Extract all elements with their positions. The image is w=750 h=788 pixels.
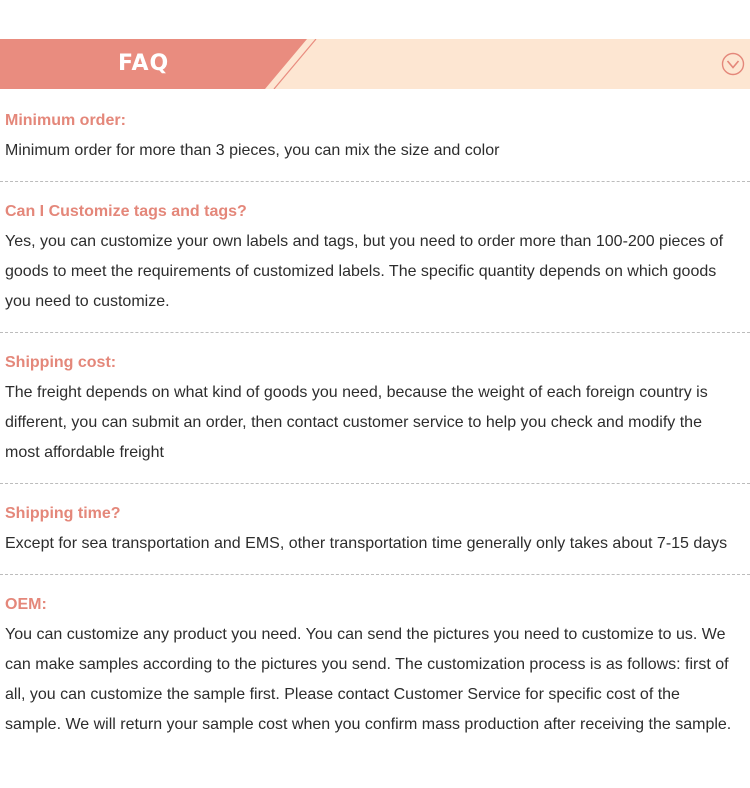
banner-background [0, 39, 750, 89]
faq-item-oem [0, 590, 750, 740]
faq-answer: Yes, you can customize your own labels and tags, but you need to order more than 100-200 pieces of goods to meet the requirements of customized labels. The specific quantity depends on which goods you need to customize. [5, 233, 724, 310]
faq-question: Minimum order: [5, 112, 126, 129]
faq-question: Shipping time? [5, 505, 121, 522]
faq-list [0, 106, 750, 740]
faq-question: Shipping cost: [5, 354, 117, 371]
faq-item-shipping-time [0, 499, 750, 559]
faq-banner [0, 39, 750, 89]
faq-question: Can I Customize tags and tags? [5, 203, 247, 220]
faq-question: OEM: [5, 596, 47, 613]
faq-answer: You can customize any product you need. You can send the pictures you need to customize to us. We can make samples according to the pictures you send. The customization process is as follows: first of all, you can customize the sample first. Please contact Customer Service for specific cost of the sample. We will return your sample cost when you confirm mass production after receiving the sample. [5, 626, 732, 733]
banner-title: FAQ [118, 51, 170, 76]
faq-item-shipping-cost [0, 348, 750, 468]
faq-divider [0, 332, 750, 333]
chevron-down-circle-icon[interactable] [721, 52, 745, 76]
faq-answer: Minimum order for more than 3 pieces, you can mix the size and color [5, 142, 500, 159]
faq-item-minimum-order [0, 106, 750, 166]
faq-divider [0, 574, 750, 575]
faq-divider [0, 483, 750, 484]
faq-answer: Except for sea transportation and EMS, other transportation time generally only takes about 7-15 days [5, 535, 728, 552]
faq-divider [0, 181, 750, 182]
faq-item-customize-tags [0, 197, 750, 317]
faq-answer: The freight depends on what kind of goods you need, because the weight of each foreign country is different, you can submit an order, then contact customer service to help you check and modify the most affordable freight [5, 384, 708, 461]
